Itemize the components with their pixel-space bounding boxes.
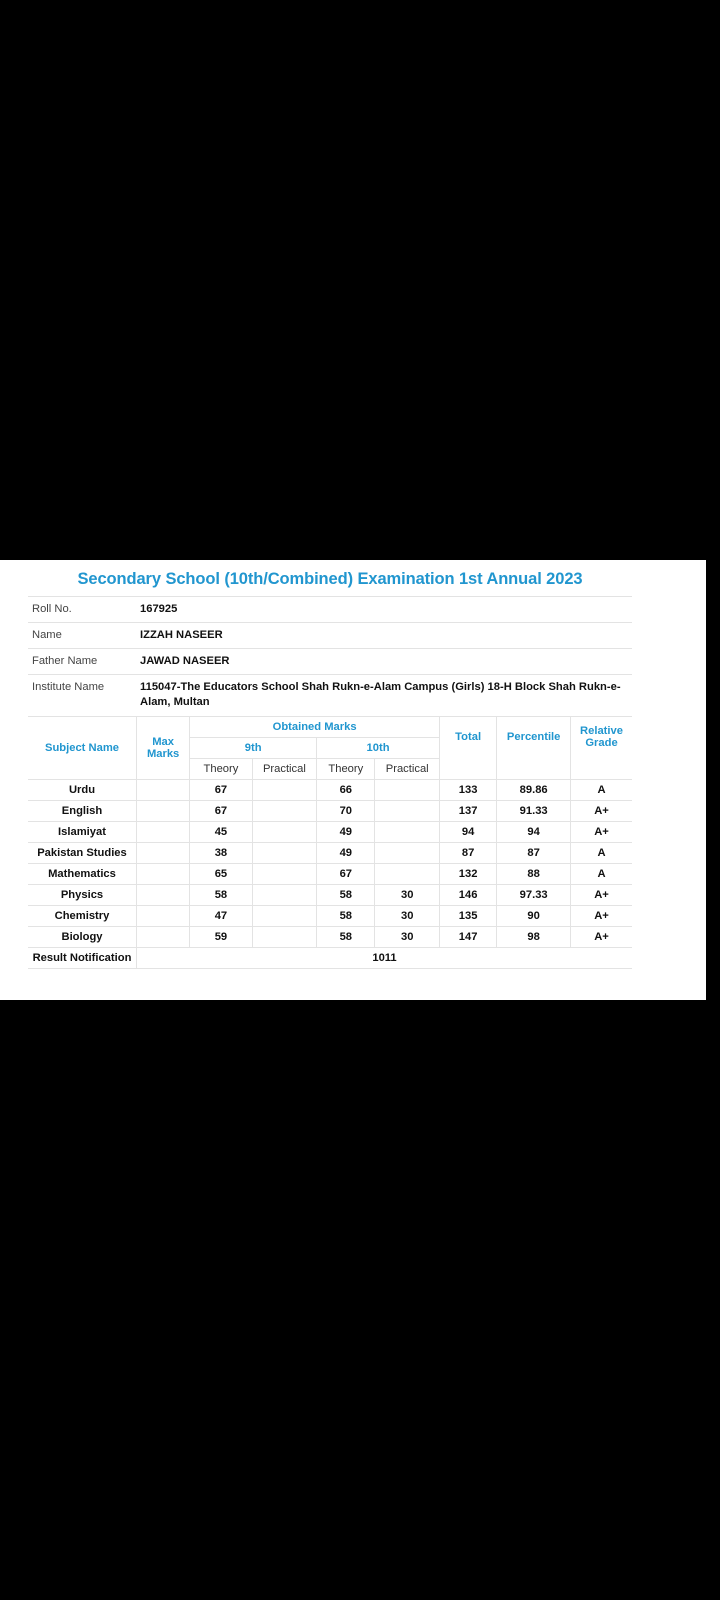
page-title: Secondary School (10th/Combined) Examination 1st Annual 2023: [77, 570, 583, 588]
row-max-marks: [137, 863, 190, 884]
header-relative-grade: Relative Grade: [571, 716, 633, 758]
header-total: Total: [439, 716, 496, 758]
row-total: 132: [439, 863, 496, 884]
row-percentile: 98: [497, 926, 571, 947]
row-percentile: 88: [497, 863, 571, 884]
row-theory-9: 38: [190, 842, 252, 863]
row-grade: A+: [571, 821, 633, 842]
row-theory-10: 66: [317, 779, 375, 800]
row-practical-9: [252, 842, 316, 863]
info-label-institute-name: Institute Name: [28, 675, 136, 716]
info-value-father-name: JAWAD NASEER: [136, 649, 632, 675]
header-class-9th: 9th: [190, 737, 317, 758]
row-max-marks: [137, 926, 190, 947]
row-max-marks: [137, 884, 190, 905]
row-practical-10: [375, 842, 439, 863]
header-theory-10th: Theory: [317, 758, 375, 779]
row-grade: A+: [571, 926, 633, 947]
row-practical-9: [252, 779, 316, 800]
candidate-info-table: [28, 596, 632, 716]
row-practical-9: [252, 905, 316, 926]
row-theory-10: 58: [317, 884, 375, 905]
row-practical-10: [375, 800, 439, 821]
row-percentile: 89.86: [497, 779, 571, 800]
row-subject: Physics: [28, 884, 137, 905]
info-value-institute-name: 115047-The Educators School Shah Rukn-e-Alam Campus (Girls) 18-H Block Shah Rukn-e-Alam, Multan: [136, 675, 632, 716]
row-practical-9: [252, 884, 316, 905]
row-percentile: 87: [497, 842, 571, 863]
table-row: [28, 884, 632, 905]
row-subject: Pakistan Studies: [28, 842, 137, 863]
row-subject: Chemistry: [28, 905, 137, 926]
marks-table: [28, 716, 632, 969]
row-percentile: 90: [497, 905, 571, 926]
row-subject: English: [28, 800, 137, 821]
row-subject: Biology: [28, 926, 137, 947]
table-row: [28, 597, 632, 623]
row-grade: A: [571, 779, 633, 800]
header-total-spacer: [439, 758, 496, 779]
table-row: [28, 779, 632, 800]
row-practical-10: 30: [375, 905, 439, 926]
row-practical-10: 30: [375, 926, 439, 947]
result-card-content: [28, 566, 632, 969]
row-theory-10: 58: [317, 905, 375, 926]
row-total: 147: [439, 926, 496, 947]
row-total: 135: [439, 905, 496, 926]
result-notification-value: 1011: [137, 947, 633, 968]
row-theory-10: 49: [317, 842, 375, 863]
row-theory-9: 58: [190, 884, 252, 905]
row-percentile: 91.33: [497, 800, 571, 821]
row-max-marks: [137, 905, 190, 926]
row-grade: A: [571, 863, 633, 884]
table-row: [28, 623, 632, 649]
row-total: 137: [439, 800, 496, 821]
table-row: [28, 926, 632, 947]
result-notification-row: [28, 947, 632, 968]
row-subject: Mathematics: [28, 863, 137, 884]
table-row: [28, 800, 632, 821]
table-row: [28, 842, 632, 863]
row-practical-9: [252, 800, 316, 821]
row-subject: Urdu: [28, 779, 137, 800]
row-total: 94: [439, 821, 496, 842]
row-max-marks: [137, 800, 190, 821]
header-practical-9th: Practical: [252, 758, 316, 779]
table-row: [28, 821, 632, 842]
row-max-marks: [137, 821, 190, 842]
row-max-marks: [137, 842, 190, 863]
row-total: 146: [439, 884, 496, 905]
row-grade: A+: [571, 884, 633, 905]
row-theory-10: 58: [317, 926, 375, 947]
row-theory-9: 65: [190, 863, 252, 884]
header-class-10th: 10th: [317, 737, 440, 758]
row-grade: A: [571, 842, 633, 863]
info-value-roll-no: 167925: [136, 597, 632, 623]
row-grade: A+: [571, 800, 633, 821]
row-grade: A+: [571, 905, 633, 926]
result-notification-label: Result Notification: [28, 947, 137, 968]
row-practical-10: [375, 863, 439, 884]
row-theory-9: 59: [190, 926, 252, 947]
row-theory-9: 67: [190, 779, 252, 800]
row-practical-10: [375, 779, 439, 800]
row-practical-10: 30: [375, 884, 439, 905]
header-percentile: Percentile: [497, 716, 571, 758]
row-theory-9: 47: [190, 905, 252, 926]
row-practical-10: [375, 821, 439, 842]
info-value-name: IZZAH NASEER: [136, 623, 632, 649]
header-theory-9th: Theory: [190, 758, 252, 779]
header-obtained-marks: Obtained Marks: [190, 716, 440, 737]
row-theory-9: 67: [190, 800, 252, 821]
row-theory-10: 67: [317, 863, 375, 884]
header-practical-10th: Practical: [375, 758, 439, 779]
row-max-marks: [137, 779, 190, 800]
header-percentile-spacer: [497, 758, 571, 779]
result-card-sheet: [0, 560, 706, 1000]
row-practical-9: [252, 926, 316, 947]
table-row: [28, 863, 632, 884]
table-row: [28, 675, 632, 716]
row-total: 133: [439, 779, 496, 800]
info-label-father-name: Father Name: [28, 649, 136, 675]
info-label-name: Name: [28, 623, 136, 649]
row-percentile: 94: [497, 821, 571, 842]
row-theory-10: 70: [317, 800, 375, 821]
row-percentile: 97.33: [497, 884, 571, 905]
row-theory-10: 49: [317, 821, 375, 842]
header-subject-name: Subject Name: [28, 716, 137, 779]
header-max-marks: Max Marks: [137, 716, 190, 779]
marks-table-body: [28, 779, 632, 968]
table-row: [28, 649, 632, 675]
header-relative-grade-spacer: [571, 758, 633, 779]
row-theory-9: 45: [190, 821, 252, 842]
row-total: 87: [439, 842, 496, 863]
row-practical-9: [252, 821, 316, 842]
table-row: [28, 905, 632, 926]
info-label-roll-no: Roll No.: [28, 597, 136, 623]
row-practical-9: [252, 863, 316, 884]
marks-header-row-1: [28, 716, 632, 737]
row-subject: Islamiyat: [28, 821, 137, 842]
